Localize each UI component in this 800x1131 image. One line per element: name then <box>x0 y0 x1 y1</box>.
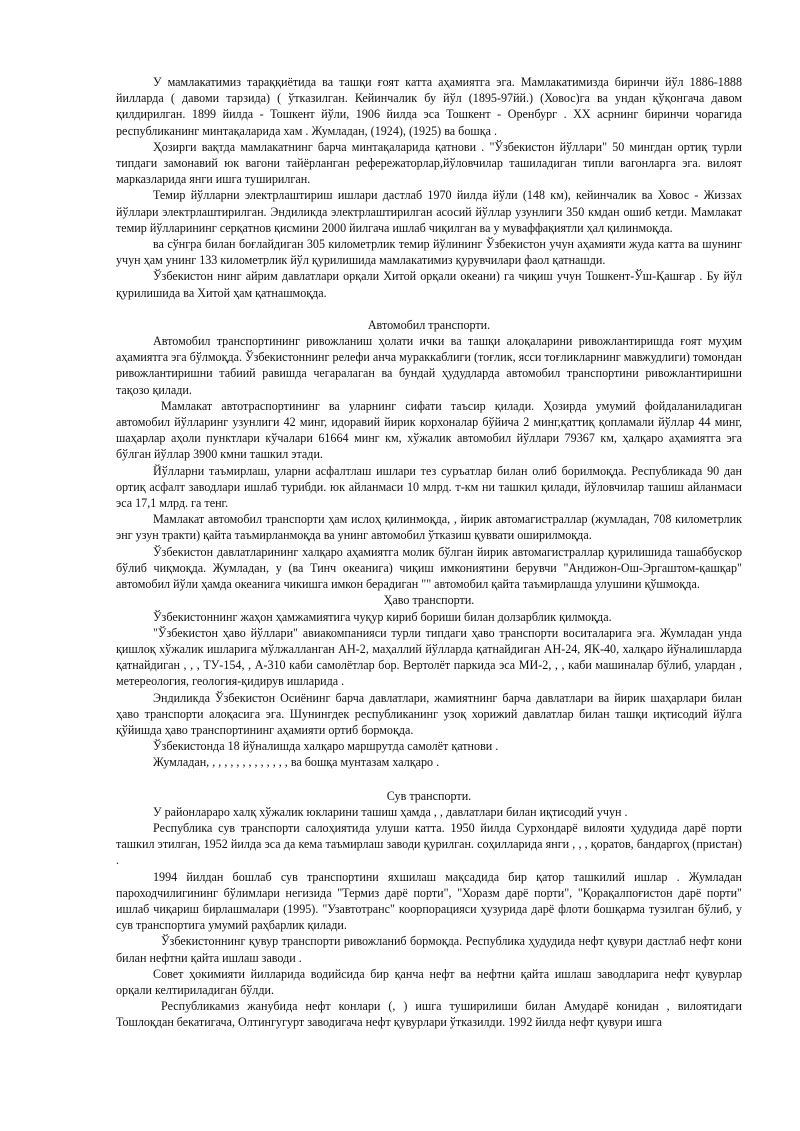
air-heading: Ҳаво транспорти. <box>383 593 475 608</box>
rail-paragraph-4: ва сўнгра билан боғлайдиган 305 километрлик темир йўлининг Ўзбекистон учун аҳамияти жуда катта ва шунинг учун ҳам унинг 133 километрлик йўл қурилишида мамлакатимиз қурувчилари фаол қатнашди. <box>116 237 742 268</box>
air-paragraph-5: Жумладан, , , , , , , , , , , , , , ва бошқа мунтазам халқаро . <box>153 755 440 770</box>
water-paragraph-6: Республикамиз жанубида нефт конлари (, ) ишга туширилиши билан Амударё конидан , вилоятидаги Тошлоқдан бекатигача, Олтингугурт заводигача нефт қувурлари ўтказилди. 1992 йилда нефт қувури ишга <box>116 999 742 1030</box>
water-paragraph-3: 1994 йилдан бошлаб сув транспортини яхшилаш мақсадида бир қатор ташкилий ишлар . Жумладан пароходчилигининг бўлимлари негизида "Термиз дарё порти", "Хоразм дарё порти", "Қорақалпоғистон дарё порти" ишлаб чиқариш бирлашмалари (1995). "Узавтотранс" коорпорацияси ҳузурида дарё флоти бошқарма тузилган бўлиб, у сув транспортига умумий раҳбарлик қилади. <box>116 869 742 933</box>
air-paragraph-2: "Ўзбекистон ҳаво йўллари" авиакомпанияси турли типдаги ҳаво транспорти воситаларига эга. Жумладан унда қишлоқ хўжалик ишларига мўлжалланган АН-2, маҳаллий йўлларда қатнайдиган АН-24, ЯК-40, халқаро йўналишларда қатнайдиган , , , ТУ-154, , А-310 каби самолётлар бор. Вертолёт паркида эса МИ-2, , , каби машиналар бўлиб, улардан , метереология, геология-қидирув ишларида . <box>116 625 742 689</box>
document-page <box>116 74 742 1031</box>
air-paragraph-4: Ўзбекистонда 18 йўналишда халқаро маршрутда самолёт қатнови . <box>153 739 499 754</box>
water-paragraph-4: Ўзбекистоннинг қувур транспорти ривожланиб бормоқда. Республика ҳудудида нефт қувури дастлаб нефт кони билан нефтни қайта ишлаш заводи . <box>116 934 742 965</box>
water-heading: Сув транспорти. <box>386 788 472 803</box>
rail-paragraph-2: Ҳозирги вақтда мамлакатнинг барча минтақаларида қатнови . "Ўзбекистон йўллари" 50 мингдан ортиқ турли типдаги замонавий юк вагони тайёрланган реферeжаторлар,йўловчилар ташиладиган типли вагонларга эга. вилоят марказларида янги ишга туширилган. <box>116 139 742 187</box>
water-paragraph-5: Совет ҳокимияти йилларида водийсида бир қанча нефт ва нефтни қайта ишлаш заводларига нефт қувурлар орқали келтириладиган бўлди. <box>116 966 742 997</box>
auto-paragraph-3: Йўлларни таъмирлаш, уларни асфалтлаш ишлари тез суръатлар билан олиб борилмоқда. Республикада 90 дан ортиқ асфалт заводлари ишлаб турибди. юк айланмаси 10 млрд. т-км ни ташкил қилади, йўловчилар ташиш айланмаси эса 17,1 млрд. га тенг. <box>116 463 742 511</box>
air-paragraph-3: Эндиликда Ўзбекистон Осиёнинг барча давлатлари, жамиятнинг барча давлатлари ва йирик шаҳарлари билан ҳаво транспорти алоқасига эга. Шунингдек республиканинг узоқ хорижий давлатлар билан ташқи иқтисодий йўлга қўйишда ҳаво транспортининг аҳамияти ортиб бормоқда. <box>116 690 742 737</box>
auto-paragraph-1: Автомобил транспортининг ривожланиш ҳолати ички ва ташқи алоқаларини ривожлантиришда ғоят муҳим аҳамиятга эга бўлмоқда. Ўзбекистоннинг релефи анча мураккаблиги (тоғлик, ясси тоғликларнинг мавжудлиги) томондан ривожлантиришни табиий равишда чегаралаган ва бундай ҳудудларда автомобил транспортини ривожлантиришни тақозо қилади. <box>116 334 742 397</box>
auto-paragraph-2: Мамлакат автотраспортининг ва уларнинг сифати таъсир қилади. Ҳозирда умумий фойдаланиладиган автомобил йўлларинг узунлиги 42 минг, идоравий йирик корхоналар бўйича 2 минг,қаттиқ қопламали йўллар 44 минг, шаҳарлар аҳоли пунктлари кўчалари 61664 минг км, хўжалик автомобил йўллари 79367 км, ҳалқаро аҳамиятга эга бўлган йўллар 3900 кмни ташкил этади. <box>116 398 742 462</box>
auto-paragraph-4: Мамлакат автомобил транспорти ҳам ислоҳ қилинмоқда, , йирик автомагистраллар (жумладан, 708 километрлик энг узун тракти) қайта таъмирланмоқда ва унинг автомобил ўтказиш қуввати оширилмоқда. <box>116 512 742 543</box>
air-paragraph-1: Ўзбекистоннинг жаҳон ҳамжамиятига чуқур кириб бориши билан долзарблик қилмоқда. <box>153 609 612 624</box>
auto-paragraph-5: Ўзбекистон давлатларининг халқаро аҳамиятга молик бўлган йирик автомагистраллар қурилишида ташаббускор бўлиб чиқмоқда. Жумладан, у (ва Тинч океанига) чиқиш имкониятини берувчи "Андижон-Ош-Эргаштом-қашқар" автомобил йўли ҳамда океанига чикишга имкон берадиган "" автомобил қайта таъмирлашда улушини қўшмоқда. <box>116 544 742 592</box>
rail-paragraph-1: У мамлакатимиз тараққиётида ва ташқи ғоят катта аҳамиятга эга. Мамлакатимизда биринчи йўл 1886-1888 йилларда ( давоми тарзида) ( ўтказилган. Кейинчалик бу йўл (1895-97йй.) (Ховос)га ва ундан қўқонгача давом қилдирилган. 1899 йилда - Тошкент йўли, 1906 йилда эса Тошкент - Оренбург . XX асрнинг биринчи чорагида республиканинг минтақаларида хам . Жумладан, (1924), (1925) ва бошқа . <box>116 75 742 138</box>
section-spacer <box>116 301 742 317</box>
auto-heading: Автомобил транспорти. <box>367 317 491 332</box>
water-paragraph-2: Республика сув транспорти салоҳиятида улуши катта. 1950 йилда Сурхондарё вилояти ҳудудида дарё порти ташкил этилган, 1952 йилда эса да кема таъмирлаш заводи қурилган. соҳилларида янги , , , қоратов, бандаргоҳ (пристан) . <box>116 820 742 868</box>
section-spacer <box>116 771 742 788</box>
rail-paragraph-5: Ўзбекистон нинг айрим давлатлари орқали Хитой орқали океани) га чиқиш учун Тошкент-Ўш-Қашғар . Бу йўл қурилишида ва Хитой ҳам қатнашмоқда. <box>116 269 742 300</box>
water-paragraph-1: У районлараро халқ хўжалик юкларини ташиш ҳамда , , давлатлари билан иқтисодий учун . <box>153 804 628 819</box>
rail-paragraph-3: Темир йўлларни электрлаштириш ишлари дастлаб 1970 йилда йўли (148 км), кейинчалик ва Ховос - Жиззах йўллари электрлаштирилган. Эндиликда электрлаштирилган асосий йўллар узунлиги 350 кмдан ошиб кетди. Мамлакат темир йўлларининг серқатнов қисмини 2000 йилгача ишлаб чиқилган ва у муваффақиятли ҳал қилинмоқда. <box>116 188 742 235</box>
